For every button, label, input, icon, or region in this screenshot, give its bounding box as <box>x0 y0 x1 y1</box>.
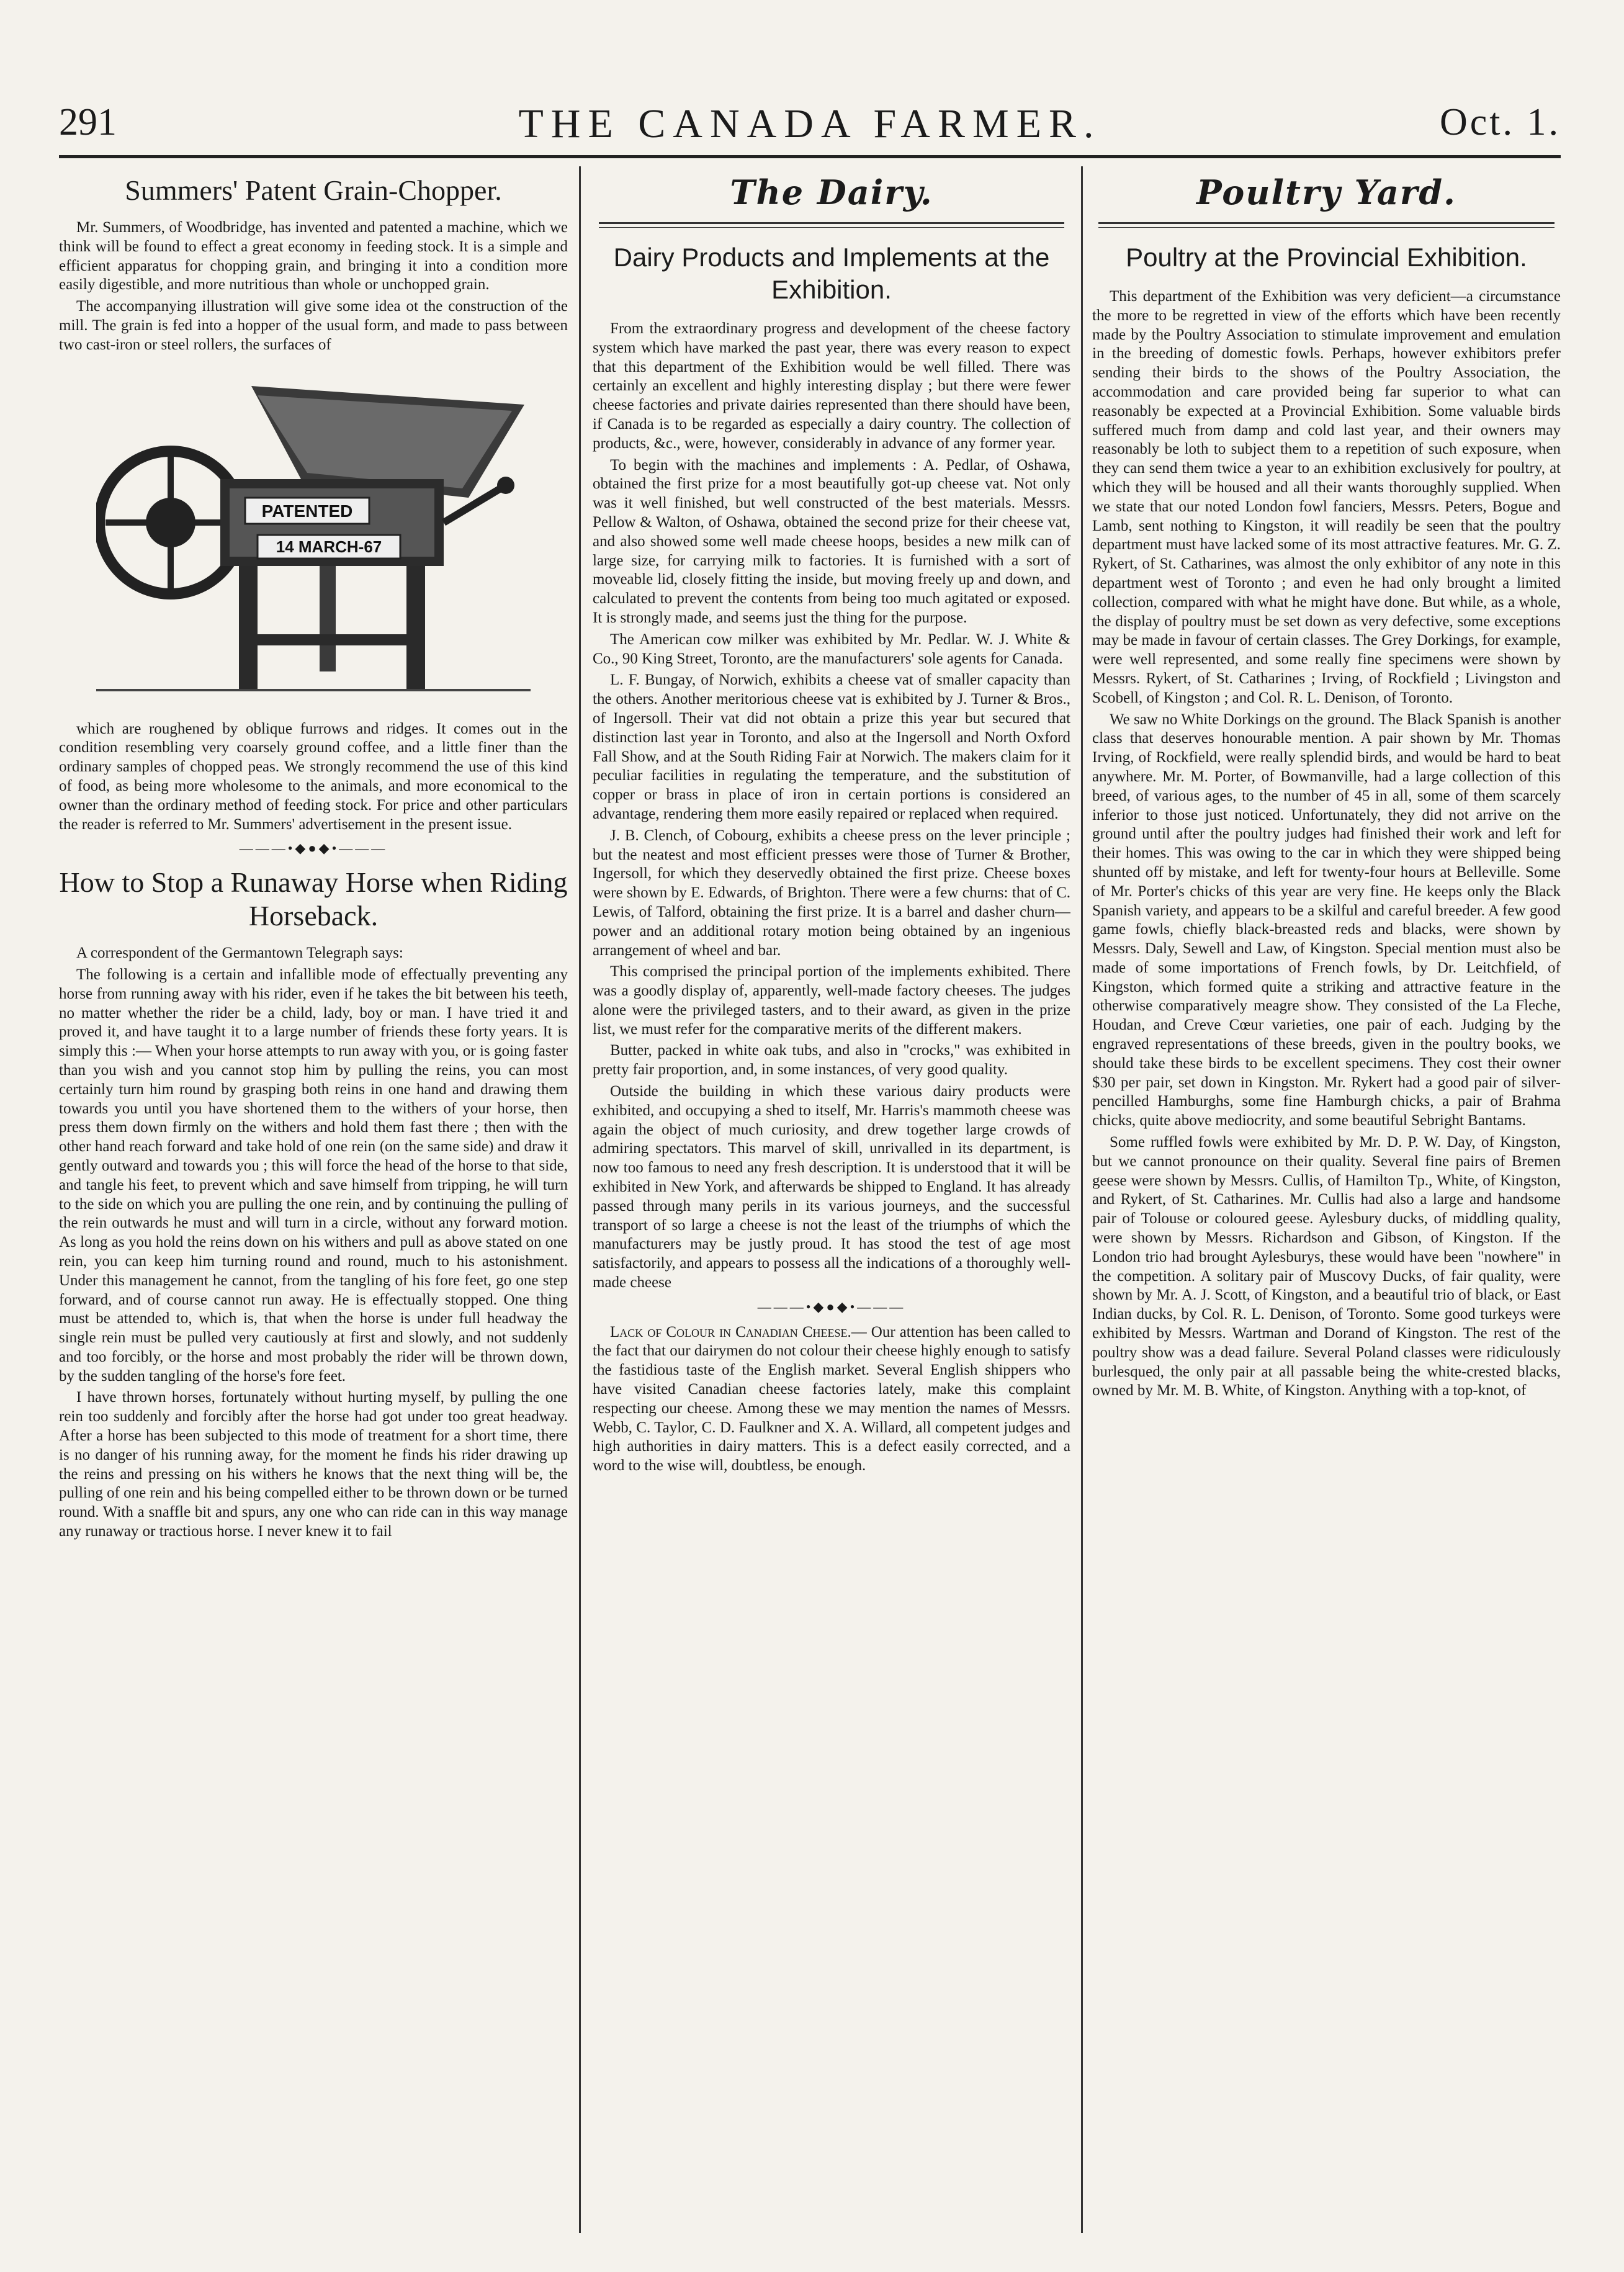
run-in-text: — Our attention has been called to the fact that our dairymen do not colour their cheese highly enough to satisfy the fastidious taste of the English market. Several English shippers who have visited Canadian cheese factories lately, make this complaint respecting our cheese. Among these we may mention the names of Messrs. Webb, C. Taylor, C. D. Faulkner and X. A. Willard, all competent judges and high authorities in dairy matters. This is a defect easily corrected, and a word to the wise will, doubtless, be enough. <box>593 1323 1070 1475</box>
article-title-runaway-horse: How to Stop a Runaway Horse when Riding Horseback. <box>59 866 568 932</box>
grain-chopper-illustration <box>96 361 531 709</box>
article-title-poultry: Poultry at the Provincial Exhibition. <box>1126 243 1527 272</box>
running-head <box>59 101 1561 150</box>
column-divider <box>1081 166 1083 2233</box>
section-rule <box>599 222 1064 228</box>
issue-date: Oct. 1. <box>1439 101 1561 143</box>
paragraph: L. F. Bungay, of Norwich, exhibits a cheese vat of smaller capacity than the others. Another meritorious cheese vat is exhibited by J. Turner & Bros., of Ingersoll. Their vat did not obtain a prize this year but secured that distinction last year in Toronto, and also at the Ingersoll and North Oxford Fall Show, and at the South Riding Fair at Norwich. The makers claim for it peculiar facilities in regulating the temperature, and the substitution of copper or brass in place of iron in certain portions is considered an advantage, rendering them more easily repaired or replaced when required. <box>593 671 1070 822</box>
section-head-dairy: The Dairy. <box>730 173 933 212</box>
paragraph: which are roughened by oblique furrows and ridges. It comes out in the condition resembling very coarsely ground coffee, and a little finer than the ordinary samples of chopped peas. We strongly recommend the use of this kind of food, as being more wholesome to the animals, and more economical to the owner than the ordinary method of feeding stock. For price and other particulars the reader is referred to Mr. Summers' advertisement in the present issue. <box>59 720 568 833</box>
paragraph: To begin with the machines and implements : A. Pedlar, of Oshawa, obtained the first prize for a most beautifully got-up cheese vat. Not only was it well finished, but well constructed of the best materials. Messrs. Pellow & Walton, of Oshawa, obtained the second prize for their cheese vat, and also showed some well made cheese hoops, besides a new milk can of large size, for carrying milk to factories. It is furnished with a sort of moveable lid, closely fitting the inside, but moving freely up and down, and calculated to prevent the contents from being too much agitated or exposed. It is strongly made, and seems just the thing for the purpose. <box>593 456 1070 626</box>
page-number: 291 <box>59 101 117 143</box>
header-rule <box>59 155 1561 158</box>
paragraph: A correspondent of the Germantown Telegraph says: <box>76 945 403 962</box>
paragraph: Some ruffled fowls were exhibited by Mr. D. P. W. Day, of Kingston, but we cannot pronounce on their quality. Several fine pairs of Bremen geese were shown by Messrs. Cullis, of Hamilton Tp., White, of Kingston, and Rykert, of St. Catharines. Mr. Cullis had also a large and handsome pair of Tolouse or coloured geese. Aylesbury ducks, of middling quality, were shown by Messrs. Richardson and Gibson, of Kingston. If the London trio had brought Aylesburys, these would have been "nowhere" in the competition. A solitary pair of Muscovy Ducks, of fair quality, were shown by Mr. A. J. Scott, of Kingston, and a beautiful trio of black, or East Indian ducks, by Col. R. L. Denison, of Toronto. Some good turkeys were exhibited by Messrs. Wartman and Dorand of Kingston. The rest of the poultry show was a dead failure. Several Poland classes were ridiculously burlesqued, the only pair at all passable being the white-crested blacks, owned by Mr. M. B. White, of Kingston. Anything with a top-knot, of <box>1092 1134 1561 1399</box>
paragraph: We saw no White Dorkings on the ground. The Black Spanish is another class that deserves honourable mention. A pair shown by Mr. Thomas Irving, of Rockfield, were really splendid birds, and would be hard to beat anywhere. Mr. M. Porter, of Bowmanville, had a large collection of this breed, of various ages, to the number of 45 in all, some of them scarcely inferior to those just noticed. Unfortunately, they did not arrive on the ground until after the poultry judges had finished their work and left for their homes. This was owing to the car in which they were shipped being shunted off by mistake, and left for twenty-four hours at Belleville. Some of Mr. Porter's chicks of this year are very fine. He keeps only the Black Spanish variety, and appears to be a skilful and careful breeder. A few good game fowls, chiefly black-breasted reds and blacks, were shown by Messrs. Daly, Sewell and Law, of Kingston. Special mention must also be made of some importations of French fowls, by Dr. Leitchfield, of Kingston, which formed quite a striking and attractive feature in the otherwise comparatively meagre show. They consisted of the La Fleche, Houdan, and Creve Cœur varieties, one pair of each. Judging by the engraved representations of these breeds, given in the poultry books, we should take these birds to be excellent specimens. They cost their owner $30 per pair, set down in Kingston. Mr. Rykert had a good pair of silver-pencilled Hamburghs, some fine Hamburgh chicks, a pair of Brahma chicks, quite above mediocrity, and some beautiful Sebright Bantams. <box>1092 711 1561 1129</box>
section-rule <box>1098 222 1554 228</box>
section-head-poultry: Poultry Yard. <box>1196 173 1456 212</box>
paragraph: The American cow milker was exhibited by Mr. Pedlar. W. J. White & Co., 90 King Street, Toronto, are the manufacturers' sole agents for Canada. <box>593 631 1070 667</box>
article-title-dairy-products: Dairy Products and Implements at the Exhibition. <box>613 243 1050 304</box>
paragraph: The accompanying illustration will give some idea ot the construction of the mill. The grain is fed into a hopper of the usual form, and made to pass between two cast-iron or steel rollers, the surfaces of <box>59 298 568 353</box>
column-middle <box>593 166 1070 2233</box>
newspaper-page <box>59 25 1561 2259</box>
article-title-grain-chopper: Summers' Patent Grain-Chopper. <box>125 174 502 206</box>
masthead-title: THE CANADA FARMER. <box>518 101 1101 146</box>
illustration-label-date: 14 MARCH-67 <box>276 537 382 556</box>
paragraph: From the extraordinary progress and development of the cheese factory system which have marked the past year, there was every reason to expect that this department of the Exhibition would be well filled. There was certainly an excellent and highly interesting display ; but there were fewer cheese factories and private dairies represented than there should have been, if Canada is to be regarded as especially a dairy country. The collection of products, &c., were, however, considerably in advance of any former year. <box>593 320 1070 452</box>
paragraph: This department of the Exhibition was very deficient—a circumstance the more to be regretted in view of the efforts which have been recently made by the Poultry Association to stimulate improvement and emulation in the breeding of domestic fowls. Perhaps, however exhibitors prefer sending their birds to the shows of the Poultry Association, the accommodation and care provided being far superior to what can reasonably be expected at a Provincial Exhibition. Some valuable birds suffered much from damp and cold last year, and their owners may reasonably be loth to subject them to a repetition of such exposure, when they can send them twice a year to an exhibition exclusively for poultry, at which they will be housed and all their wants thoroughly supplied. When we state that our noted London fowl fanciers, Messrs. Peters, Bogue and Lamb, sent nothing to Kingston, it will readily be seen that the poultry department must have lacked some of its most attractive features. Mr. G. Z. Rykert, of St. Catharines, was almost the only exhibitor of any note in this department west of Toronto ; and even he had only brought a limited collection, compared with what he might have done. But while, as a whole, the display of poultry must be set down as very defective, some exceptions may be made in favour of certain classes. The Grey Dorkings, for example, were well represented, and some really fine specimens were shown by Messrs. Rykert, of St. Catharines ; Irving, of Rockfield ; Livingston and Scobell, of Kingston ; and Col. R. L. Denison, of Toronto. <box>1092 288 1561 706</box>
paragraph: Mr. Summers, of Woodbridge, has invented and patented a machine, which we think will be found to effect a great economy in feeding stock. It is a simple and efficient apparatus for chopping grain, and bringing it into a condition more easily digestible, and more nutritious than whole or unchopped grain. <box>59 219 568 294</box>
paragraph-lack-of-colour <box>593 1323 1070 1476</box>
illustration-label-patented: PATENTED <box>261 501 353 521</box>
paragraph: This comprised the principal portion of the implements exhibited. There was a goodly display of, apparently, well-made factory cheeses. The judges alone were the privileged tasters, and to their award, as given in the prize list, we must refer for the comparative merits of the different makers. <box>593 963 1070 1038</box>
run-in-head: Lack of Colour in Canadian Cheese. <box>610 1323 851 1340</box>
column-divider <box>579 166 581 2233</box>
paragraph: I have thrown horses, fortunately without hurting myself, by pulling the one rein too suddenly and forcibly after the horse had got under too great headway. After a horse has been subjected to this mode of treatment for a short time, there is no danger of his running away, for the moment he finds his rider drawing up the reins and pressing on his withers he knows that the next thing will be, the pulling of one rein and his being compelled either to be thrown down or be turned round. With a snaffle bit and spurs, any one who can ride can in this way manage any runaway or tractious horse. I never knew it to fail <box>59 1389 568 1540</box>
paragraph: J. B. Clench, of Cobourg, exhibits a cheese press on the lever principle ; but the neatest and most efficient presses were those of Turner & Brother, Ingersoll, for which they deservedly obtained the first prize. Cheese boxes were shown by E. Edwards, of Brighton. There were a few churns: that of C. Lewis, of Talford, obtaining the first prize. It is a barrel and dasher churn—power and an additional rotary motion being obtained by an ingenious arrangement of wheel and bar. <box>593 827 1070 959</box>
column-left <box>59 166 568 2233</box>
section-ornament: ———•◆●◆•——— <box>239 840 388 856</box>
paragraph: The following is a certain and infallible mode of effectually preventing any horse from running away with his rider, even if he takes the bit between his teeth, no matter whether the rider be a child, lady, boy or man. I have tried it and proved it, and have taught it to a large number of friends these forty years. It is simply this :— When your horse attempts to run away with you, or is going faster than you wish and you cannot stop him by pulling the reins, you can most certainly turn him round by grasping both reins in one hand and drawing them towards you until you have shortened them to the withers of your horse, then press them down firmly on the withers and hold them fast there ; then with the other hand reach forward and take hold of one rein (on the same side) and draw it gently outward and towards you ; this will force the head of the horse to that side, and tangle his feet, to prevent which and save himself from tripping, he will turn to the side on which you are pulling the one rein, and by continuing the pulling of the rein outwards he must and will turn in a circle, without any forward motion. As long as you hold the reins down on his withers and pull as above stated on one rein, you can keep him turning round and round, much to his astonishment. Under this management he cannot, from the tangling of his fore feet, go one step forward, and of course cannot run away. He is effectually stopped. One thing must be attended to, which is, that when the horse is under full headway the single rein must be pulled very cautiously at first and slowly, and not suddenly and too forcibly, or the horse and most probably the rider will be thrown down, by the sudden tangling of the horse's fore feet. <box>59 966 568 1385</box>
paragraph: Outside the building in which these various dairy products were exhibited, and occupying a shed to itself, Mr. Harris's mammoth cheese was again the object of much curiosity, and drew together large crowds of admiring spectators. This marvel of skill, unrivalled in its department, is now too famous to need any fresh description. It is understood that it will be exhibited in New York, and afterwards be shipped to England. It has already passed through many perils in its various journeys, and the successful transport of so large a cheese is not the least of the triumphs of which the manufacturers may be justly proud. It has stood the test of age most satisfactorily, and appears to possess all the indications of a thoroughly well-made cheese <box>593 1083 1070 1291</box>
section-ornament: ———•◆●◆•——— <box>757 1298 906 1314</box>
column-right <box>1092 166 1561 2233</box>
paragraph: Butter, packed in white oak tubs, and also in "crocks," was exhibited in pretty fair proportion, and, in some instances, of very good quality. <box>593 1042 1070 1079</box>
